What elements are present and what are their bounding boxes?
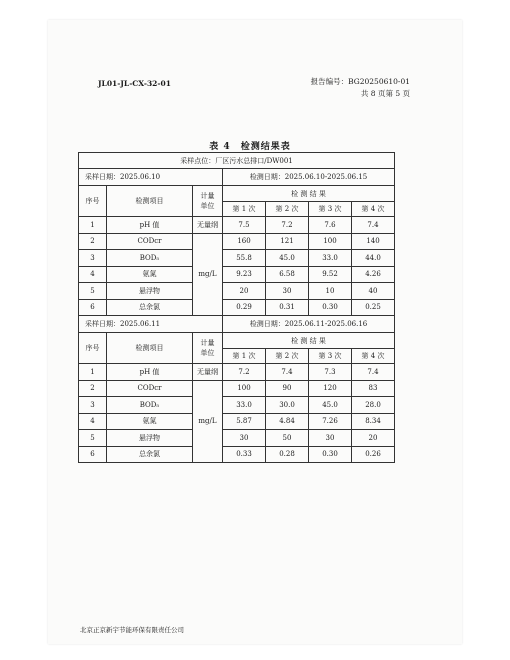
cell-value: 20 [223, 283, 266, 300]
header-item: 检测项目 [107, 186, 193, 217]
table-row [79, 446, 395, 463]
row-item: BOD₅ [107, 250, 193, 267]
table-row [79, 266, 395, 283]
row-unit: 无量纲 [193, 364, 223, 381]
row-number: 3 [79, 397, 107, 414]
row-item: BOD₅ [107, 397, 193, 414]
row-number: 5 [79, 430, 107, 447]
cell-value: 30.0 [266, 397, 309, 414]
page-number: 第 5 页 [385, 89, 410, 98]
row-number: 2 [79, 233, 107, 250]
cell-value: 7.26 [309, 413, 352, 430]
date-row [79, 316, 395, 333]
cell-value: 7.5 [223, 217, 266, 234]
header-run: 第 2 次 [266, 349, 309, 364]
row-item: CODcr [107, 233, 193, 250]
cell-value: 30 [266, 283, 309, 300]
table-row [79, 217, 395, 234]
cell-value: 100 [309, 233, 352, 250]
report-header [300, 76, 410, 100]
header-unit-line2: 单位 [200, 202, 215, 210]
cell-value: 7.2 [223, 364, 266, 381]
header-run: 第 2 次 [266, 202, 309, 217]
cell-value: 0.26 [352, 446, 395, 463]
cell-value: 0.28 [266, 446, 309, 463]
header-item: 检测项目 [107, 333, 193, 364]
row-unit: mg/L [193, 380, 223, 463]
row-item: 悬浮物 [107, 283, 193, 300]
header-unit [193, 186, 223, 217]
row-number: 6 [79, 446, 107, 463]
row-item: 氨氮 [107, 413, 193, 430]
company-name: 北京正京新宇节能环保有限责任公司 [80, 626, 184, 634]
row-number: 2 [79, 380, 107, 397]
row-unit: mg/L [193, 233, 223, 316]
results-table [78, 152, 395, 463]
cell-value: 0.33 [223, 446, 266, 463]
cell-value: 7.4 [352, 364, 395, 381]
cell-value: 8.34 [352, 413, 395, 430]
row-number: 3 [79, 250, 107, 267]
table-row [79, 364, 395, 381]
cell-value: 160 [223, 233, 266, 250]
page-info [300, 88, 410, 100]
row-number: 5 [79, 283, 107, 300]
header-run: 第 1 次 [223, 202, 266, 217]
cell-value: 7.6 [309, 217, 352, 234]
cell-value: 45.0 [309, 397, 352, 414]
table-row [79, 413, 395, 430]
cell-value: 30 [223, 430, 266, 447]
header-seq: 序号 [79, 186, 107, 217]
row-unit: 无量纲 [193, 217, 223, 234]
header-unit-line1: 计量 [200, 339, 215, 347]
header-run: 第 1 次 [223, 349, 266, 364]
row-item: 氨氮 [107, 266, 193, 283]
cell-value: 6.58 [266, 266, 309, 283]
cell-value: 44.0 [352, 250, 395, 267]
row-item: 总余氯 [107, 446, 193, 463]
row-item: pH 值 [107, 217, 193, 234]
cell-value: 10 [309, 283, 352, 300]
cell-value: 7.2 [266, 217, 309, 234]
table-row [79, 299, 395, 316]
table-row [79, 283, 395, 300]
sampling-point: 采样点位：厂区污水总排口/DW001 [79, 153, 395, 169]
header-seq: 序号 [79, 333, 107, 364]
test-date: 检测日期：2025.06.11-2025.06.16 [223, 316, 395, 333]
header-result: 检 测 结 果 [223, 333, 395, 349]
cell-value: 7.4 [266, 364, 309, 381]
cell-value: 0.29 [223, 299, 266, 316]
cell-value: 4.84 [266, 413, 309, 430]
header-unit [193, 333, 223, 364]
row-number: 6 [79, 299, 107, 316]
cell-value: 9.52 [309, 266, 352, 283]
table-row [79, 397, 395, 414]
cell-value: 0.30 [309, 446, 352, 463]
row-number: 1 [79, 364, 107, 381]
table-title [80, 139, 420, 152]
total-pages: 共 8 页 [360, 89, 386, 98]
table-row [79, 233, 395, 250]
report-number: 报告编号：BG20250610-01 [310, 77, 410, 86]
row-number: 1 [79, 217, 107, 234]
cell-value: 0.31 [266, 299, 309, 316]
header-unit-line2: 单位 [200, 349, 215, 357]
header-run: 第 3 次 [309, 349, 352, 364]
row-item: CODcr [107, 380, 193, 397]
cell-value: 20 [352, 430, 395, 447]
cell-value: 50 [266, 430, 309, 447]
cell-value: 120 [309, 380, 352, 397]
cell-value: 100 [223, 380, 266, 397]
cell-value: 9.23 [223, 266, 266, 283]
header-run: 第 4 次 [352, 202, 395, 217]
cell-value: 5.87 [223, 413, 266, 430]
row-item: pH 值 [107, 364, 193, 381]
cell-value: 7.4 [352, 217, 395, 234]
header-row [79, 333, 395, 349]
row-number: 4 [79, 266, 107, 283]
cell-value: 30 [309, 430, 352, 447]
header-result: 检 测 结 果 [223, 186, 395, 202]
cell-value: 140 [352, 233, 395, 250]
table-number: 表 4 [209, 142, 231, 152]
header-row [79, 186, 395, 202]
row-item: 总余氯 [107, 299, 193, 316]
row-item: 悬浮物 [107, 430, 193, 447]
cell-value: 28.0 [352, 397, 395, 414]
test-date: 检测日期：2025.06.10-2025.06.15 [223, 169, 395, 186]
cell-value: 33.0 [309, 250, 352, 267]
cell-value: 4.26 [352, 266, 395, 283]
sample-date: 采样日期：2025.06.11 [79, 316, 223, 333]
cell-value: 121 [266, 233, 309, 250]
cell-value: 0.30 [309, 299, 352, 316]
header-run: 第 4 次 [352, 349, 395, 364]
table-row [79, 430, 395, 447]
table-row [79, 250, 395, 267]
date-row [79, 169, 395, 186]
header-run: 第 3 次 [309, 202, 352, 217]
cell-value: 55.8 [223, 250, 266, 267]
cell-value: 33.0 [223, 397, 266, 414]
cell-value: 7.3 [309, 364, 352, 381]
cell-value: 45.0 [266, 250, 309, 267]
cell-value: 83 [352, 380, 395, 397]
row-number: 4 [79, 413, 107, 430]
cell-value: 90 [266, 380, 309, 397]
table-row [79, 380, 395, 397]
sample-date: 采样日期：2025.06.10 [79, 169, 223, 186]
header-unit-line1: 计量 [200, 192, 215, 200]
table-name: 检测结果表 [240, 142, 291, 152]
cell-value: 40 [352, 283, 395, 300]
document-code: JL01-JL-CX-32-01 [98, 79, 171, 88]
cell-value: 0.25 [352, 299, 395, 316]
